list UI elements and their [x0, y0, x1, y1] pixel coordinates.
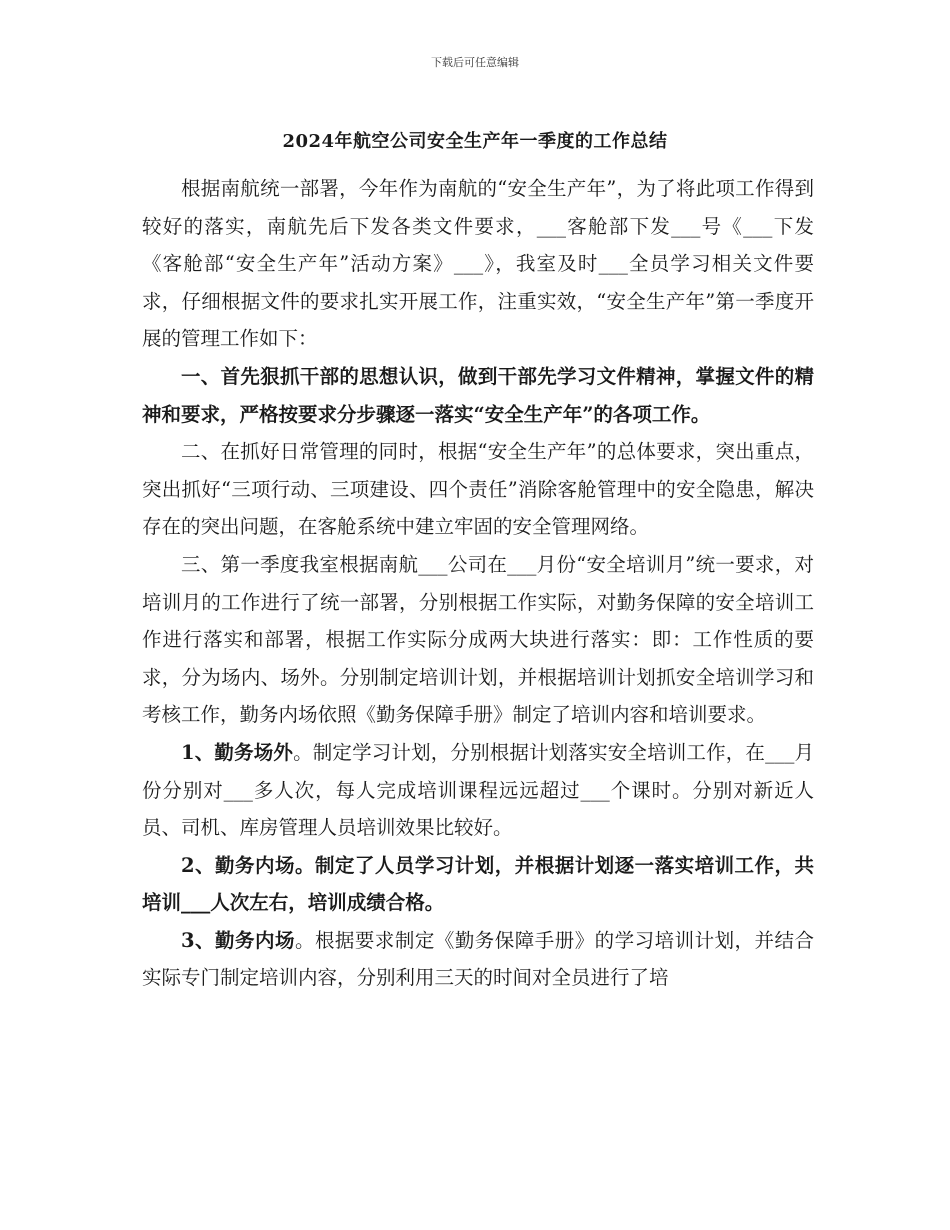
item-two-paragraph: 2、勤务内场。制定了人员学习计划，并根据计划逐一落实培训工作，共培训___人次左右，培训成绩合格。: [142, 853, 814, 915]
item-one-paragraph: [142, 734, 814, 847]
document-title: 2024年航空公司安全生产年一季度的工作总结: [282, 131, 668, 152]
intro-paragraph: 根据南航统一部署，今年作为南航的“安全生产年”，为了将此项工作得到较好的落实，南航先后下发各类文件要求，___客舱部下发___号《___下发《客舱部“安全生产年”活动方案》___》，我室及时___全员学习相关文件要求，仔细根据文件的要求扎实开展工作，注重实效，“安全生产年”第一季度开展的管理工作如下：: [142, 177, 814, 351]
item-one-text: 。制定学习计划，分别根据计划落实安全培训工作，在___月份分别对___多人次，每人完成培训课程远远超过___个课时。分别对新近人员、司机、库房管理人员培训效果比较好。: [142, 740, 814, 840]
item-three-paragraph: [142, 922, 814, 997]
item-three-text: 。根据要求制定《勤务保障手册》的学习培训计划，并结合实际专门制定培训内容，分别利用三天的时间对全员进行了培: [142, 928, 814, 990]
item-three-lead: 3、勤务内场: [181, 928, 295, 952]
item-one-lead: 1、勤务场外: [181, 740, 294, 764]
section-one-paragraph: 一、首先狠抓干部的思想认识，做到干部先学习文件精神，掌握文件的精神和要求，严格按要求分步骤逐一落实“安全生产年”的各项工作。: [142, 364, 814, 426]
document-body: [142, 170, 814, 997]
section-two-paragraph: 二、在抓好日常管理的同时，根据“安全生产年”的总体要求，突出重点，突出抓好“三项行动、三项建设、四个责任”消除客舱管理中的安全隐患，解决存在的突出问题，在客舱系统中建立牢固的安全管理网络。: [142, 440, 814, 539]
section-three-paragraph: 三、第一季度我室根据南航___公司在___月份“安全培训月”统一要求，对培训月的工作进行了统一部署，分别根据工作实际，对勤务保障的安全培训工作进行落实和部署，根据工作实际分成两大块进行落实：即：工作性质的要求，分为场内、场外。分别制定培训计划，并根据培训计划抓安全培训学习和考核工作，勤务内场依照《勤务保障手册》制定了培训内容和培训要求。: [142, 552, 814, 727]
page-header-note: 下载后可任意编辑: [431, 56, 519, 69]
